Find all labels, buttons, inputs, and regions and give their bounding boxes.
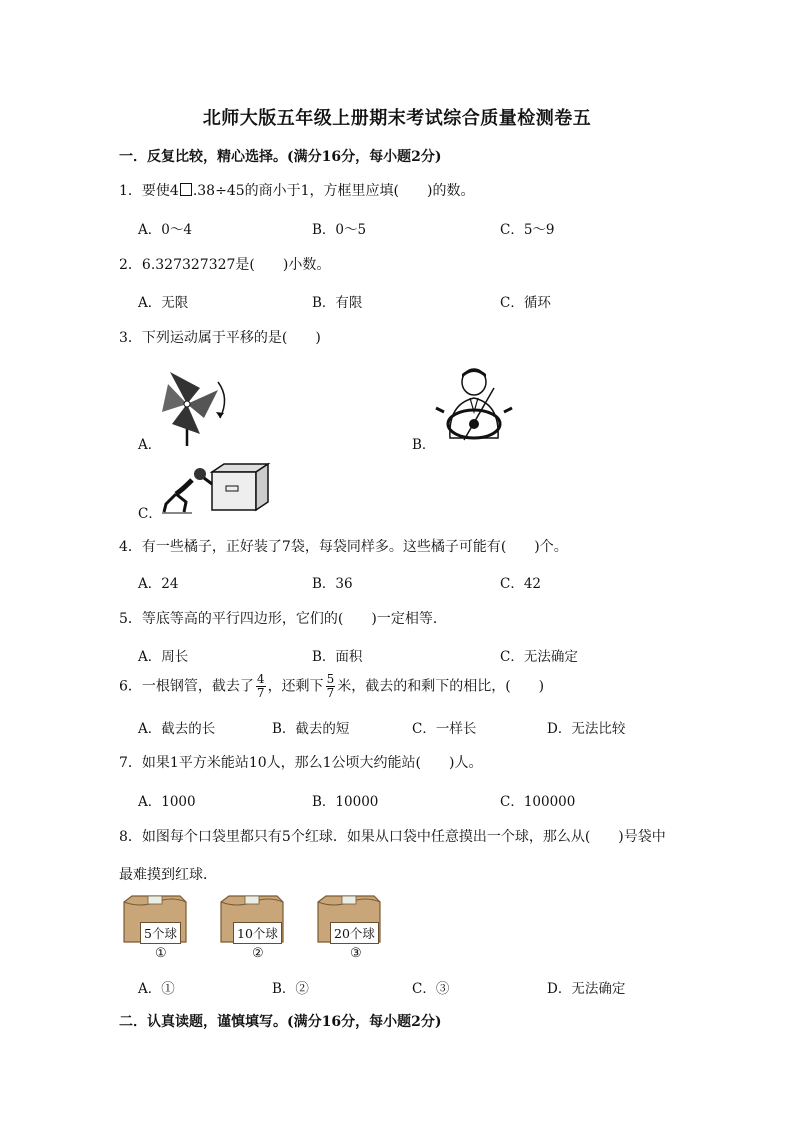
fraction-five-sevenths [326, 673, 336, 700]
q3-option-c[interactable]: C． [138, 506, 162, 522]
q6-option-d[interactable]: D．无法比较 [547, 721, 626, 737]
q1-option-b[interactable]: B．0～5 [312, 222, 367, 238]
q2-option-a[interactable]: A．无限 [138, 295, 189, 311]
bag-label: 5个球 [140, 922, 181, 944]
q8-option-b[interactable]: B．② [272, 981, 309, 997]
q7-option-a[interactable]: A．1000 [138, 794, 196, 810]
fraction-numerator: 5 [326, 672, 335, 686]
page-title: 北师大版五年级上册期末考试综合质量检测卷五 [202, 108, 592, 129]
question-2: 2．6.327327327是( )小数。 [119, 257, 331, 273]
bag-label: 10个球 [233, 922, 282, 944]
fraction-four-sevenths [256, 673, 266, 700]
question-7: 7．如果1平方米能站10人，那么1公顷大约能站( )人。 [119, 755, 483, 771]
q8-option-d[interactable]: D．无法确定 [547, 981, 626, 997]
bag-label: 20个球 [330, 922, 379, 944]
q7-option-c[interactable]: C．100000 [500, 794, 576, 810]
blank-box-icon [180, 183, 192, 196]
fraction-denominator: 7 [326, 686, 335, 700]
section-2-heading: 二．认真读题，谨慎填写。(满分16分，每小题2分) [119, 1014, 442, 1030]
q8-option-c[interactable]: C．③ [412, 981, 450, 997]
q6-option-c[interactable]: C．一样长 [412, 721, 477, 737]
q4-option-c[interactable]: C．42 [500, 576, 542, 592]
question-6 [119, 673, 544, 700]
bag-number: ② [252, 946, 264, 961]
question-1-pre: 1．要使4 [119, 183, 179, 199]
q2-option-b[interactable]: B．有限 [312, 295, 363, 311]
question-8-line2: 最难摸到红球． [119, 867, 217, 883]
person-pushing-box-icon [162, 460, 272, 516]
q5-option-a[interactable]: A．周长 [138, 649, 189, 665]
question-6-mid: ，还剩下 [267, 678, 324, 695]
pinwheel-icon [160, 368, 232, 448]
q3-option-b[interactable]: B． [412, 437, 436, 453]
q6-option-a[interactable]: A．截去的长 [138, 721, 216, 737]
question-6-post: 米，截去的和剩下的相比，( ) [337, 678, 545, 695]
question-8-line1: 8．如图每个口袋里都只有5个红球．如果从口袋中任意摸出一个球，那么从( )号袋中 [119, 829, 666, 845]
question-1 [119, 180, 474, 200]
question-1-post: .38÷45的商小于1，方框里应填( )的数。 [192, 183, 475, 199]
bag-number: ③ [350, 946, 362, 961]
q4-option-a[interactable]: A．24 [138, 576, 179, 592]
q8-option-a[interactable]: A．① [138, 981, 175, 997]
q3-option-a[interactable]: A． [138, 437, 162, 453]
fraction-denominator: 7 [256, 686, 265, 700]
question-5: 5．等底等高的平行四边形，它们的( )一定相等． [119, 611, 447, 627]
question-4: 4．有一些橘子，正好装了7袋，每袋同样多。这些橘子可能有( )个。 [119, 539, 568, 555]
q5-option-b[interactable]: B．面积 [312, 649, 363, 665]
question-6-pre: 6．一根钢管，截去了 [119, 678, 254, 695]
steering-wheel-driver-icon [434, 368, 514, 446]
q5-option-c[interactable]: C．无法确定 [500, 649, 578, 665]
q4-option-b[interactable]: B．36 [312, 576, 353, 592]
q6-option-b[interactable]: B．截去的短 [272, 721, 350, 737]
section-1-heading: 一．反复比较，精心选择。(满分16分，每小题2分) [119, 149, 442, 165]
question-3: 3．下列运动属于平移的是( ) [119, 330, 321, 346]
bag-number: ① [155, 946, 167, 961]
q2-option-c[interactable]: C．循环 [500, 295, 551, 311]
fraction-numerator: 4 [256, 672, 265, 686]
q7-option-b[interactable]: B．10000 [312, 794, 379, 810]
q1-option-a[interactable]: A．0～4 [138, 222, 192, 238]
q1-option-c[interactable]: C．5～9 [500, 222, 555, 238]
